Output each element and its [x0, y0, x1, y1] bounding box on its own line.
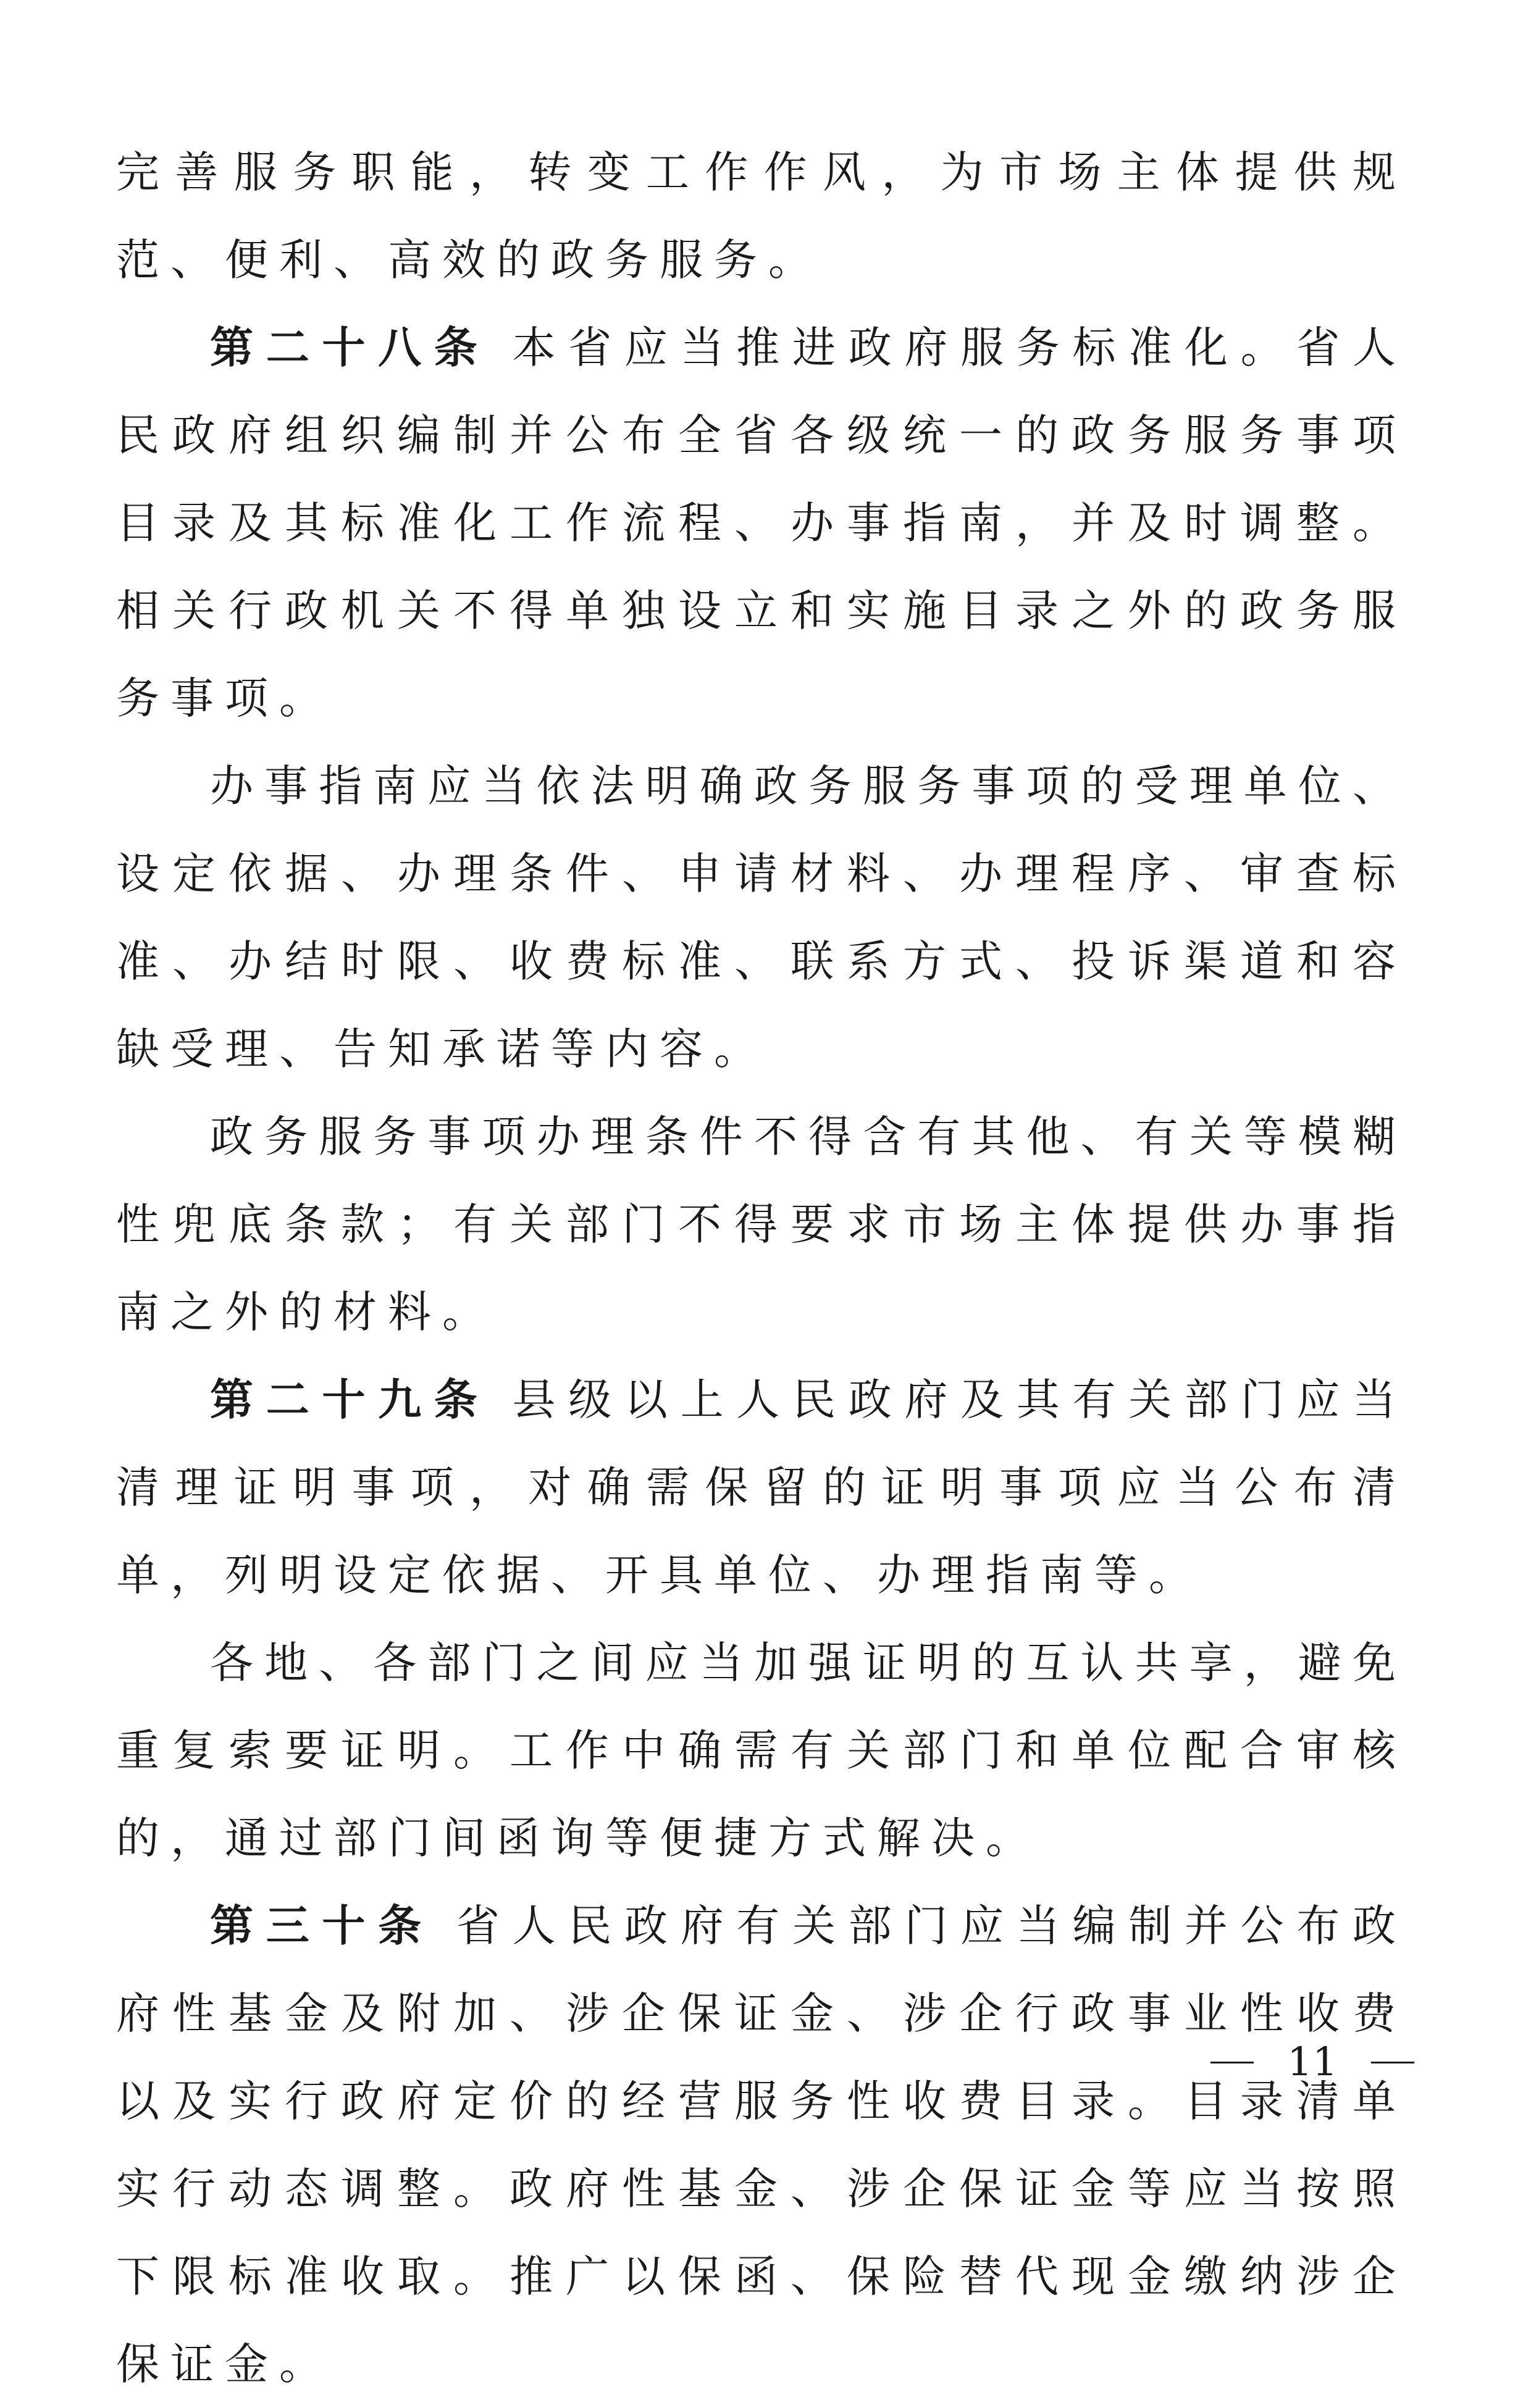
article-29	[116, 1356, 1407, 1619]
article-heading: 第二十九条	[210, 1374, 490, 1425]
paragraph-continuation	[116, 128, 1407, 304]
article-heading: 第二十八条	[210, 322, 490, 373]
paragraph-text: 各地、各部门之间应当加强证明的互认共享，避免重复索要证明。工作中确需有关部门和单位配合审核的，通过部门间函询等便捷方式解决。	[116, 1637, 1407, 1863]
article-28	[116, 304, 1407, 742]
paragraph-text: 省人民政府有关部门应当编制并公布政府性基金及附加、涉企保证金、涉企行政事业性收费以及实行政府定价的经营服务性收费目录。目录清单实行动态调整。政府性基金、涉企保证金等应当按照下限标准收取。推广以保函、保险替代现金缴纳涉企保证金。	[116, 1900, 1407, 2389]
paragraph-text: 完善服务职能，转变工作作风，为市场主体提供规范、便利、高效的政务服务。	[116, 147, 1407, 285]
article-heading: 第三十条	[210, 1900, 434, 1951]
article-30	[116, 1882, 1407, 2408]
footer-dash-left	[1210, 2062, 1254, 2063]
paragraph-mutual-recognition	[116, 1619, 1407, 1882]
page-footer	[1210, 2038, 1414, 2087]
paragraph-text: 办事指南应当依法明确政务服务事项的受理单位、设定依据、办理条件、申请材料、办理程序、审查标准、办结时限、收费标准、联系方式、投诉渠道和容缺受理、告知承诺等内容。	[116, 761, 1407, 1074]
paragraph-text: 县级以上人民政府及其有关部门应当清理证明事项，对确需保留的证明事项应当公布清单，列明设定依据、开具单位、办理指南等。	[116, 1374, 1407, 1600]
page-number: 11	[1287, 2039, 1338, 2085]
paragraph-service-guide	[116, 742, 1407, 1093]
paragraph-text: 政务服务事项办理条件不得含有其他、有关等模糊性兜底条款；有关部门不得要求市场主体提供办事指南之外的材料。	[116, 1111, 1407, 1337]
paragraph-conditions	[116, 1093, 1407, 1356]
footer-dash-right	[1371, 2062, 1414, 2063]
paragraph-text: 本省应当推进政府服务标准化。省人民政府组织编制并公布全省各级统一的政务服务事项目录及其标准化工作流程、办事指南，并及时调整。相关行政机关不得单独设立和实施目录之外的政务服务事项。	[116, 322, 1407, 724]
